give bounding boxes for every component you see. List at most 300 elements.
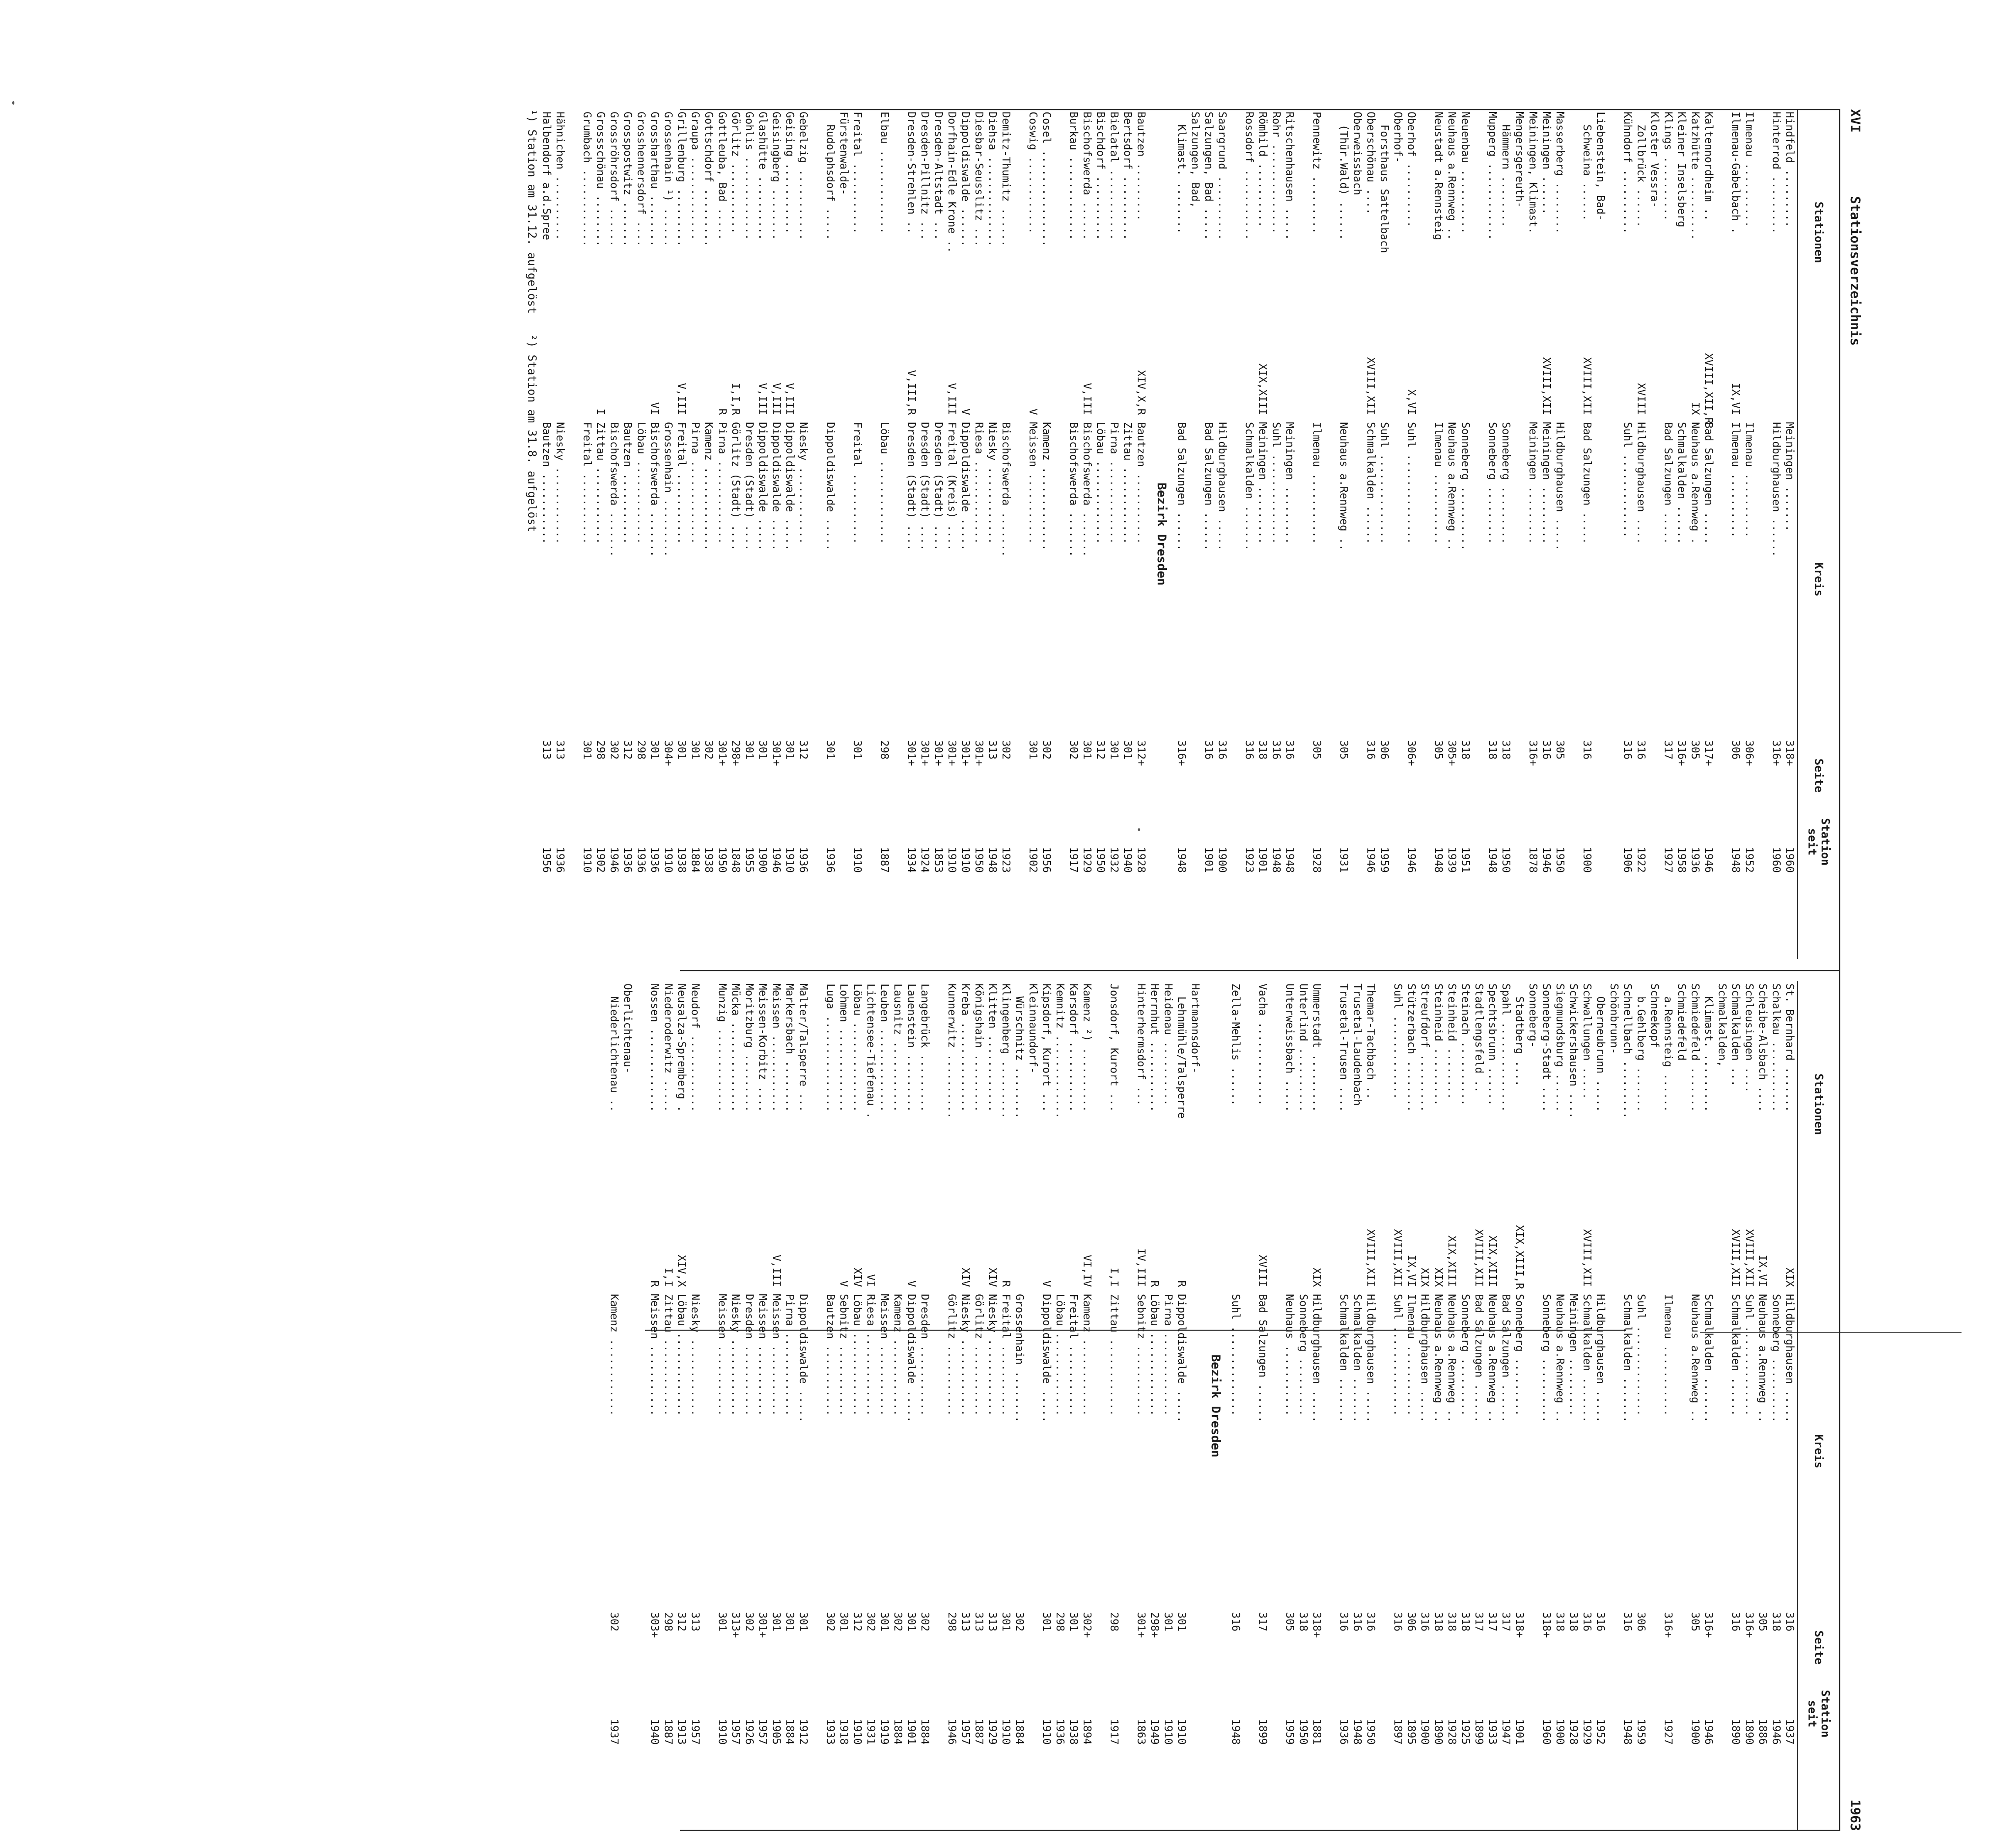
station-since: 1937 bbox=[1784, 1719, 1796, 1745]
station-name: Schleusingen .... bbox=[1743, 984, 1756, 1093]
station-notes: V bbox=[1027, 408, 1040, 415]
table-row bbox=[824, 981, 837, 1831]
station-since bbox=[1567, 811, 1581, 876]
kreis-name: Sebnitz ........... bbox=[1135, 1294, 1148, 1416]
kreis-name: Sonneberg .......... bbox=[1459, 422, 1472, 551]
station-notes: I,I bbox=[1108, 1267, 1121, 1287]
station-since bbox=[891, 811, 905, 876]
station-name: Dresden-Altstadt ... bbox=[932, 112, 945, 241]
station-notes bbox=[1270, 353, 1283, 419]
station-name: Karsdorf ........... bbox=[1067, 984, 1080, 1113]
table-row bbox=[1040, 981, 1054, 1831]
table-row bbox=[729, 109, 743, 959]
station-notes: IX bbox=[1689, 402, 1702, 415]
table-row bbox=[1418, 109, 1432, 959]
table-row bbox=[959, 981, 972, 1831]
table-row bbox=[1283, 981, 1297, 1831]
station-since: 1948 bbox=[1730, 847, 1742, 873]
station-name: Römhild .......... bbox=[1257, 112, 1269, 228]
station-name: Stützerbach ........ bbox=[1405, 984, 1418, 1113]
station-notes bbox=[797, 353, 810, 419]
table-row bbox=[1581, 981, 1594, 1831]
station-name: Klings .......... bbox=[1662, 112, 1675, 221]
kreis-name: Niesky ............ bbox=[797, 422, 810, 545]
station-notes bbox=[851, 353, 864, 419]
seite-number: 301 bbox=[1040, 1612, 1053, 1632]
seite-number: 298 bbox=[1108, 1612, 1121, 1632]
kreis-name: Dippoldiswalde ..... bbox=[797, 1294, 810, 1423]
station-notes bbox=[1094, 353, 1108, 419]
kreis-name: Sonneberg ......... bbox=[1513, 1294, 1526, 1416]
station-name: Saargrund .......... bbox=[1216, 112, 1229, 241]
kreis-name: Freital ........... bbox=[676, 422, 688, 545]
table-row bbox=[1432, 109, 1445, 959]
station-since: 1900 bbox=[1419, 1719, 1431, 1745]
station-name: Bautzen ......... bbox=[1135, 112, 1148, 221]
station-notes bbox=[608, 353, 621, 419]
station-since: 1946 bbox=[1703, 1719, 1715, 1745]
kreis-name bbox=[702, 1290, 716, 1609]
kreis-name: Dresden ........... bbox=[919, 1294, 932, 1416]
kreis-name: Suhl .............. bbox=[1230, 1294, 1242, 1416]
section-title-bezirk-dresden: Bezirk Dresden bbox=[1209, 1354, 1223, 1457]
seite-number: 301 bbox=[581, 740, 594, 760]
kreis-name: Suhl .............. bbox=[1378, 422, 1391, 545]
station-notes bbox=[1526, 353, 1540, 419]
station-since: 1929 bbox=[1081, 847, 1094, 873]
station-notes: XIX,XIII bbox=[1486, 1235, 1499, 1287]
station-name: Salzungen, Bad, bbox=[1189, 112, 1202, 208]
station-notes bbox=[1675, 353, 1689, 419]
station-since: 1910 bbox=[716, 1719, 729, 1745]
kreis-name: Riesa ............. bbox=[973, 422, 986, 545]
table-row bbox=[1216, 109, 1229, 959]
station-since bbox=[1351, 811, 1364, 876]
table-row bbox=[1635, 981, 1648, 1831]
station-notes bbox=[1013, 1225, 1027, 1290]
seite-number bbox=[1418, 737, 1432, 811]
station-notes bbox=[689, 1225, 702, 1290]
station-name: Bertsdorf .......... bbox=[1122, 112, 1134, 241]
station-notes bbox=[891, 353, 905, 419]
table-row bbox=[1743, 981, 1756, 1831]
station-notes bbox=[1675, 1225, 1689, 1290]
station-name: Grosspostwitz ....... bbox=[622, 112, 634, 247]
table-row bbox=[1675, 981, 1689, 1831]
station-name: Meissen-Korbitz .... bbox=[757, 984, 769, 1113]
station-since: 1927 bbox=[1662, 1719, 1675, 1745]
station-notes: VI,IV bbox=[1081, 1255, 1094, 1287]
kreis-name: Dippoldiswalde ..... bbox=[959, 422, 972, 551]
kreis-name bbox=[1716, 1290, 1729, 1609]
station-since: 1901 bbox=[1203, 847, 1215, 873]
station-name: Kleiner Inselsberg bbox=[1676, 112, 1688, 228]
station-notes: V bbox=[905, 1280, 918, 1287]
kreis-name: Pirna ............. bbox=[1162, 1294, 1175, 1416]
kreis-name: Neuhaus ........... bbox=[1284, 1294, 1296, 1416]
seite-number: 301 bbox=[878, 1612, 891, 1632]
seite-number bbox=[1351, 737, 1364, 811]
station-since: 1922 bbox=[1635, 847, 1648, 873]
station-name bbox=[567, 109, 581, 353]
station-name: Schönbrunn- bbox=[1608, 984, 1621, 1055]
station-notes bbox=[1067, 353, 1081, 419]
station-since: 1899 bbox=[1257, 1719, 1269, 1745]
station-since bbox=[1324, 1683, 1337, 1748]
kreis-name: Bischofswerda ....... bbox=[1067, 422, 1080, 557]
station-since: 1936 bbox=[1689, 847, 1702, 873]
table-row bbox=[1689, 981, 1702, 1831]
station-since: 1948 bbox=[1270, 847, 1283, 873]
station-notes bbox=[608, 1225, 621, 1290]
kreis-name: Görlitz ........... bbox=[946, 1294, 959, 1416]
seite-number: 316 bbox=[1243, 740, 1256, 760]
station-notes: XVIII,XII bbox=[1743, 1229, 1756, 1287]
kreis-name: Hildburghausen ..... bbox=[1784, 1294, 1796, 1423]
seite-number: 302 bbox=[1067, 740, 1080, 760]
table-row bbox=[675, 109, 689, 959]
station-since bbox=[1648, 811, 1662, 876]
station-name bbox=[1297, 109, 1310, 353]
station-notes bbox=[810, 1225, 824, 1290]
station-since bbox=[1027, 1683, 1040, 1748]
station-name: Hinterrod ......... bbox=[1770, 112, 1783, 234]
station-since: 1937 bbox=[608, 1719, 621, 1745]
station-name: St. Bernhard ....... bbox=[1784, 984, 1796, 1113]
header-station-seit: Station seit bbox=[1805, 818, 1832, 866]
station-name: Burkau ............. bbox=[1067, 112, 1080, 241]
station-notes: XVIII,XII bbox=[1473, 1229, 1486, 1287]
station-name bbox=[1094, 981, 1108, 1225]
station-name: Coswig ............ bbox=[1027, 112, 1040, 234]
station-since: 1923 bbox=[1000, 847, 1013, 873]
kreis-name: Neuhaus a.Rennweg . bbox=[1689, 422, 1702, 545]
seite-number: 313 bbox=[554, 740, 567, 760]
station-name: Geising ........... bbox=[784, 112, 796, 234]
seite-number bbox=[1716, 1609, 1729, 1683]
station-name: Kunnerwitz .......... bbox=[946, 984, 959, 1119]
station-since bbox=[864, 811, 878, 876]
seite-number: 301+ bbox=[932, 740, 945, 766]
station-name: Kloster Vessra- bbox=[1649, 112, 1661, 208]
table-row bbox=[1283, 109, 1297, 959]
station-since: 1951 bbox=[1459, 847, 1472, 873]
header-station-seit: Station seit bbox=[1805, 1690, 1832, 1738]
table-row bbox=[648, 109, 662, 959]
station-since: 1946 bbox=[1365, 847, 1377, 873]
station-since: 1948 bbox=[1486, 847, 1499, 873]
table-row bbox=[1081, 981, 1094, 1831]
station-name: Steinheid ......... bbox=[1432, 984, 1445, 1106]
kreis-name: Sonneberg .......... bbox=[1770, 1294, 1783, 1423]
seite-number bbox=[1513, 737, 1526, 811]
station-name: Grossharthau ........ bbox=[649, 112, 661, 247]
table-body-right-dresden bbox=[608, 981, 1202, 1831]
kreis-name: Hildburghausen ..... bbox=[1554, 422, 1567, 551]
station-name: Trusetal-Laudenbach bbox=[1351, 984, 1364, 1106]
table-row bbox=[810, 981, 824, 1831]
table-row bbox=[1513, 109, 1526, 959]
station-name: Fürstenwalde- bbox=[838, 112, 850, 195]
station-since bbox=[1297, 811, 1310, 876]
station-name: Liebenstein, Bad- bbox=[1594, 112, 1607, 221]
kreis-name: Ilmenau .......... bbox=[1743, 422, 1756, 538]
kreis-name: Neuhaus a.Rennweg .. bbox=[1446, 1294, 1458, 1423]
station-since: 1946 bbox=[1703, 847, 1715, 873]
table-row bbox=[743, 109, 756, 959]
station-since: 1926 bbox=[743, 1719, 756, 1745]
station-notes bbox=[635, 353, 648, 419]
kreis-name: Neuhaus a.Rennweg .. bbox=[1446, 422, 1458, 551]
station-notes: XIX,XIII bbox=[1257, 363, 1269, 415]
kreis-name: Neuhaus a.Rennweg .. bbox=[1554, 1294, 1567, 1423]
seite-number: 301 bbox=[851, 740, 864, 760]
seite-number: 301 bbox=[1122, 740, 1134, 760]
station-name: Masserberg ........ bbox=[1554, 112, 1567, 234]
kreis-name: Meiningen ....... bbox=[1784, 422, 1796, 531]
seite-number: 301 bbox=[1067, 1612, 1080, 1632]
station-name: Grosshennersdorf .... bbox=[635, 112, 648, 247]
kreis-name: Neuhaus a.Rennweg .. bbox=[1689, 1294, 1702, 1423]
station-notes: IX,VI bbox=[1757, 1255, 1769, 1287]
seite-number: 298 bbox=[1054, 1612, 1067, 1632]
kreis-name bbox=[837, 419, 851, 737]
seite-number: 312 bbox=[1095, 740, 1107, 760]
table-row bbox=[1189, 981, 1202, 1831]
kreis-name bbox=[1608, 1290, 1621, 1609]
station-name: Unterweissbach ..... bbox=[1284, 984, 1296, 1113]
table-row bbox=[1324, 109, 1337, 959]
station-notes bbox=[1229, 353, 1243, 419]
kreis-name: Bad Salzungen ...... bbox=[1203, 422, 1215, 551]
table-row bbox=[986, 981, 1000, 1831]
station-notes bbox=[1094, 1225, 1108, 1290]
station-since: 1929 bbox=[1581, 1719, 1594, 1745]
station-name: Malter/Talsperre ... bbox=[797, 984, 810, 1113]
seite-number bbox=[1594, 737, 1608, 811]
seite-number: 302 bbox=[608, 740, 621, 760]
seite-number bbox=[1054, 737, 1067, 811]
table-row bbox=[797, 981, 810, 1831]
seite-number: 316 bbox=[1338, 1612, 1350, 1632]
station-since: 1917 bbox=[1067, 847, 1080, 873]
station-notes bbox=[1337, 1225, 1351, 1290]
station-since: 1910 bbox=[1176, 1719, 1188, 1745]
station-since: 1948 bbox=[1622, 1719, 1634, 1745]
station-since bbox=[621, 1683, 635, 1748]
station-notes bbox=[1378, 1225, 1391, 1290]
station-name bbox=[1324, 981, 1337, 1225]
station-name: Hartmannsdorf- bbox=[1189, 984, 1202, 1074]
station-name: Dorfhain-Edle Krone .. bbox=[946, 112, 959, 253]
station-name: Hähnichen .......... bbox=[554, 112, 567, 241]
seite-number: 301+ bbox=[919, 740, 932, 766]
seite-number: 318 bbox=[1554, 1612, 1567, 1632]
seite-number bbox=[1716, 737, 1729, 811]
station-since bbox=[1243, 1683, 1256, 1748]
station-notes bbox=[1216, 353, 1229, 419]
seite-number: 298 bbox=[662, 1612, 675, 1632]
station-notes bbox=[621, 1225, 635, 1290]
kreis-name: Niesky ............ bbox=[986, 1294, 999, 1416]
station-name bbox=[810, 981, 824, 1225]
station-name: Munzig ............. bbox=[716, 984, 729, 1113]
station-name: Gottleuba, Bad ..... bbox=[716, 112, 729, 241]
table-row bbox=[1716, 109, 1729, 959]
table-row bbox=[1459, 109, 1472, 959]
station-name bbox=[1243, 981, 1256, 1225]
seite-number bbox=[891, 737, 905, 811]
kreis-name: Hildburghausen ..... bbox=[1419, 1294, 1431, 1423]
station-since bbox=[1716, 1683, 1729, 1748]
station-notes bbox=[1702, 1225, 1716, 1290]
table-row bbox=[932, 981, 945, 1831]
station-since: 1950 bbox=[1500, 847, 1513, 873]
seite-number: 318 bbox=[1459, 1612, 1472, 1632]
station-name: Markersbach ........ bbox=[784, 984, 796, 1113]
station-name: Mengersgereuth- bbox=[1513, 112, 1526, 208]
station-notes bbox=[1351, 1225, 1364, 1290]
table-row bbox=[1391, 981, 1405, 1831]
seite-number: 316+ bbox=[1676, 740, 1688, 766]
station-since: 1938 bbox=[676, 847, 688, 873]
kreis-name bbox=[1391, 419, 1405, 737]
seite-number: 301+ bbox=[770, 740, 783, 766]
station-notes bbox=[1770, 1225, 1783, 1290]
table-row bbox=[1324, 981, 1337, 1831]
station-name: Sonneberg-Stadt .... bbox=[1540, 984, 1553, 1113]
kreis-name: Dippoldiswalde ..... bbox=[784, 422, 796, 551]
station-name: Oberneubrunn ..... bbox=[1594, 984, 1607, 1113]
station-name bbox=[1716, 109, 1729, 353]
station-notes bbox=[1432, 353, 1445, 419]
station-notes: XVIII,XII bbox=[1581, 1229, 1594, 1287]
seite-number: 316 bbox=[1581, 740, 1594, 760]
seite-number: 301 bbox=[1000, 1612, 1013, 1632]
station-since: 1931 bbox=[865, 1719, 877, 1745]
table-row bbox=[716, 981, 729, 1831]
station-notes bbox=[1540, 1225, 1554, 1290]
table-row bbox=[608, 109, 621, 959]
kreis-name: Freital (Kreis) .... bbox=[946, 422, 959, 551]
seite-number bbox=[1324, 1609, 1337, 1683]
seite-number: 306+ bbox=[1743, 740, 1756, 766]
seite-number: 298+ bbox=[1149, 1612, 1161, 1638]
station-name: Ilmenau-Gabelbach . bbox=[1730, 112, 1742, 234]
station-name: Herrnhut ........... bbox=[1149, 984, 1161, 1113]
station-since: 1895 bbox=[1405, 1719, 1418, 1745]
table-row bbox=[1189, 109, 1202, 959]
seite-number: 301 bbox=[797, 1612, 810, 1632]
kreis-name: Niesky ............ bbox=[689, 1294, 702, 1416]
table-row bbox=[1418, 981, 1432, 1831]
kreis-name: Löbau ............. bbox=[1095, 422, 1107, 545]
station-since: 1959 bbox=[1378, 847, 1391, 873]
station-name: Lausnitz ........... bbox=[892, 984, 904, 1113]
kreis-name bbox=[1189, 419, 1202, 737]
kreis-name: Löbau ............. bbox=[1054, 1294, 1067, 1416]
station-notes bbox=[972, 1225, 986, 1290]
station-notes bbox=[662, 353, 675, 419]
station-since bbox=[702, 1683, 716, 1748]
table-row bbox=[1608, 981, 1621, 1831]
seite-number: 316 bbox=[1203, 740, 1215, 760]
seite-number: 316 bbox=[1351, 1612, 1364, 1632]
seite-number: 316 bbox=[1216, 740, 1229, 760]
seite-number: 301 bbox=[784, 740, 796, 760]
seite-number: 318+ bbox=[1784, 740, 1796, 766]
kreis-name bbox=[1594, 419, 1608, 737]
station-since: 1928 bbox=[1567, 1719, 1580, 1745]
station-notes: V,III bbox=[757, 383, 769, 415]
table-row bbox=[756, 109, 770, 959]
table-row bbox=[1027, 109, 1040, 959]
header-kreis: Kreis bbox=[1812, 562, 1826, 597]
station-since bbox=[1094, 1683, 1108, 1748]
station-notes bbox=[1486, 353, 1499, 419]
table-row bbox=[959, 109, 972, 959]
station-notes: V,III bbox=[770, 1255, 783, 1287]
seite-number: 305 bbox=[1757, 1612, 1769, 1632]
table-row bbox=[581, 109, 594, 959]
station-name: Bielatal ........... bbox=[1108, 112, 1121, 241]
station-since: 1946 bbox=[608, 847, 621, 873]
station-since: 1913 bbox=[676, 1719, 688, 1745]
table-row bbox=[810, 109, 824, 959]
table-row bbox=[1783, 109, 1797, 959]
table-row bbox=[1135, 109, 1148, 959]
table-row bbox=[1094, 981, 1108, 1831]
station-notes bbox=[1121, 353, 1135, 419]
station-name: Dresden-Strehlen .. bbox=[905, 112, 918, 234]
station-notes: R bbox=[716, 408, 729, 415]
station-notes: V,III bbox=[1081, 383, 1094, 415]
station-name: Streufdorf ......... bbox=[1419, 984, 1431, 1113]
table-row bbox=[1621, 981, 1635, 1831]
table-row bbox=[1526, 109, 1540, 959]
kreis-name: Schmalkalden ....... bbox=[1581, 1294, 1594, 1423]
seite-number: 318 bbox=[1432, 1612, 1445, 1632]
station-since: 1905 bbox=[770, 1719, 783, 1745]
center-divider bbox=[680, 970, 1839, 971]
station-notes bbox=[1526, 1225, 1540, 1290]
kreis-name: Suhl .............. bbox=[1392, 1294, 1404, 1416]
station-since: 1938 bbox=[1067, 1719, 1080, 1745]
station-notes bbox=[1662, 1225, 1675, 1290]
seite-number: 316 bbox=[1284, 740, 1296, 760]
station-name: Neusalza-Spremberg . bbox=[676, 984, 688, 1113]
station-since: 1890 bbox=[1432, 1719, 1445, 1745]
station-since: 1936 bbox=[1054, 1719, 1067, 1745]
kreis-name bbox=[1094, 1290, 1108, 1609]
station-name: Oberschönau .... bbox=[1365, 112, 1377, 215]
seite-number: 316 bbox=[1622, 740, 1634, 760]
table-row bbox=[1486, 981, 1499, 1831]
station-name: Königshain ......... bbox=[973, 984, 986, 1113]
station-notes bbox=[1378, 353, 1391, 419]
kreis-name: Hildburghausen ...... bbox=[1770, 422, 1783, 557]
seite-number: 302 bbox=[1040, 740, 1053, 760]
kreis-name: Schmalkalden ....... bbox=[1622, 1294, 1634, 1423]
station-since: 1936 bbox=[797, 847, 810, 873]
kreis-name bbox=[1472, 419, 1486, 737]
kreis-name bbox=[1324, 419, 1337, 737]
station-notes: I,I,R bbox=[730, 383, 742, 415]
station-name: Langebrück ......... bbox=[919, 984, 932, 1113]
station-name: a.Rennsteig ...... bbox=[1662, 984, 1675, 1113]
station-name: Heidenau .......... bbox=[1162, 984, 1175, 1106]
kreis-name: Zittau ............ bbox=[662, 1294, 675, 1416]
